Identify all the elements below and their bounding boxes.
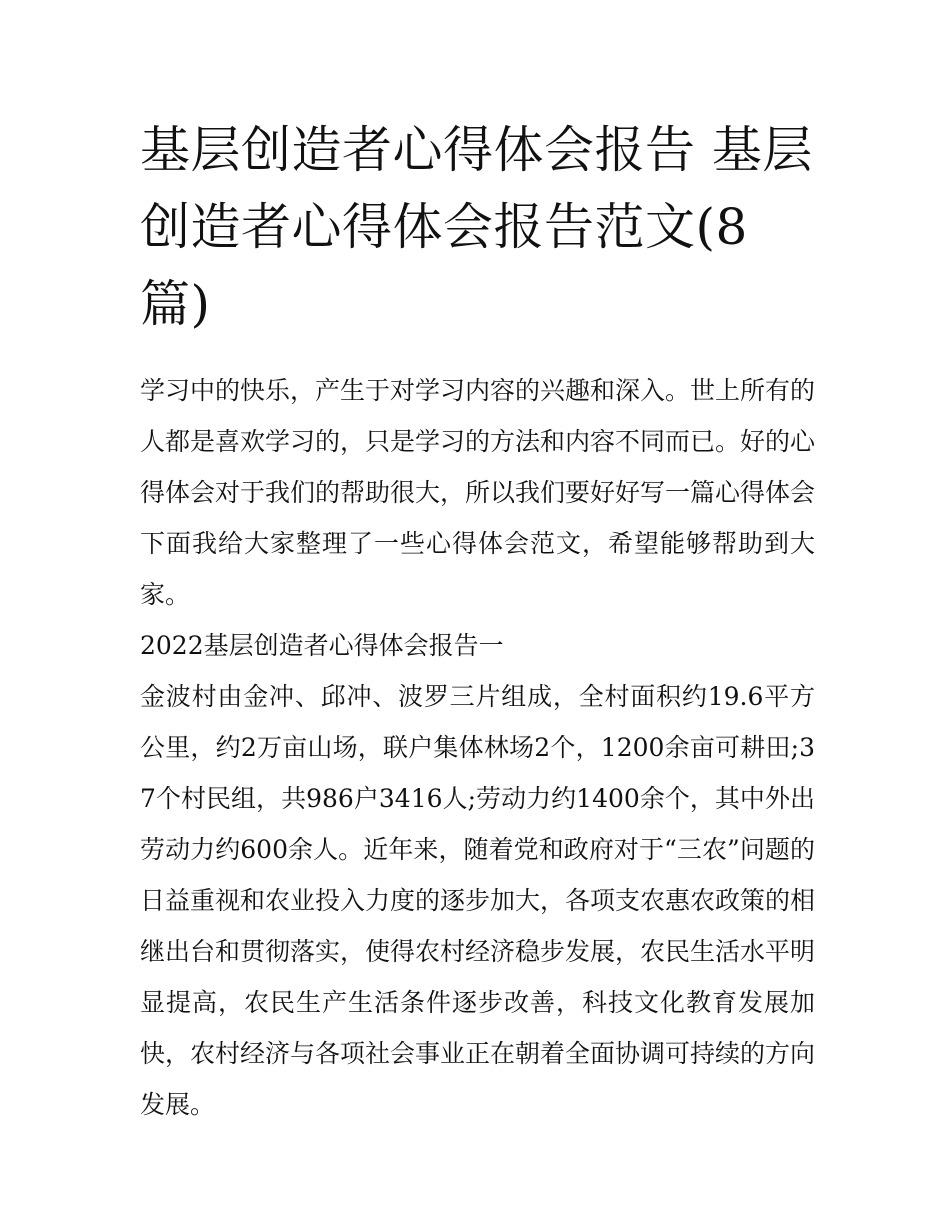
document-content bbox=[140, 112, 815, 1130]
section-paragraph: 金波村由金冲、邱冲、波罗三片组成，全村面积约19.6平方公里，约2万亩山场，联户集体林场2个，1200余亩可耕田;37个村民组，共986户3416人;劳动力约1400余个，其中外出劳动力约600余人。近年来，随着党和政府对于“三农”问题的日益重视和农业投入力度的逐步加大，各项支农惠农政策的相继出台和贯彻落实，使得农村经济稳步发展，农民生活水平明显提高，农民生产生活条件逐步改善，科技文化教育发展加快，农村经济与各项社会事业正在朝着全面协调可持续的方向发展。 bbox=[140, 682, 816, 1119]
section-heading: 2022基层创造者心得体会报告一 bbox=[140, 631, 504, 660]
document-title: 基层创造者心得体会报告 基层创造者心得体会报告范文(8篇) bbox=[140, 121, 813, 333]
intro-paragraph: 学习中的快乐，产生于对学习内容的兴趣和深入。世上所有的人都是喜欢学习的，只是学习的方法和内容不同而已。好的心得体会对于我们的帮助很大，所以我们要好好写一篇心得体会下面我给大家整理了一些心得体会范文，希望能够帮助到大家。 bbox=[140, 376, 816, 609]
